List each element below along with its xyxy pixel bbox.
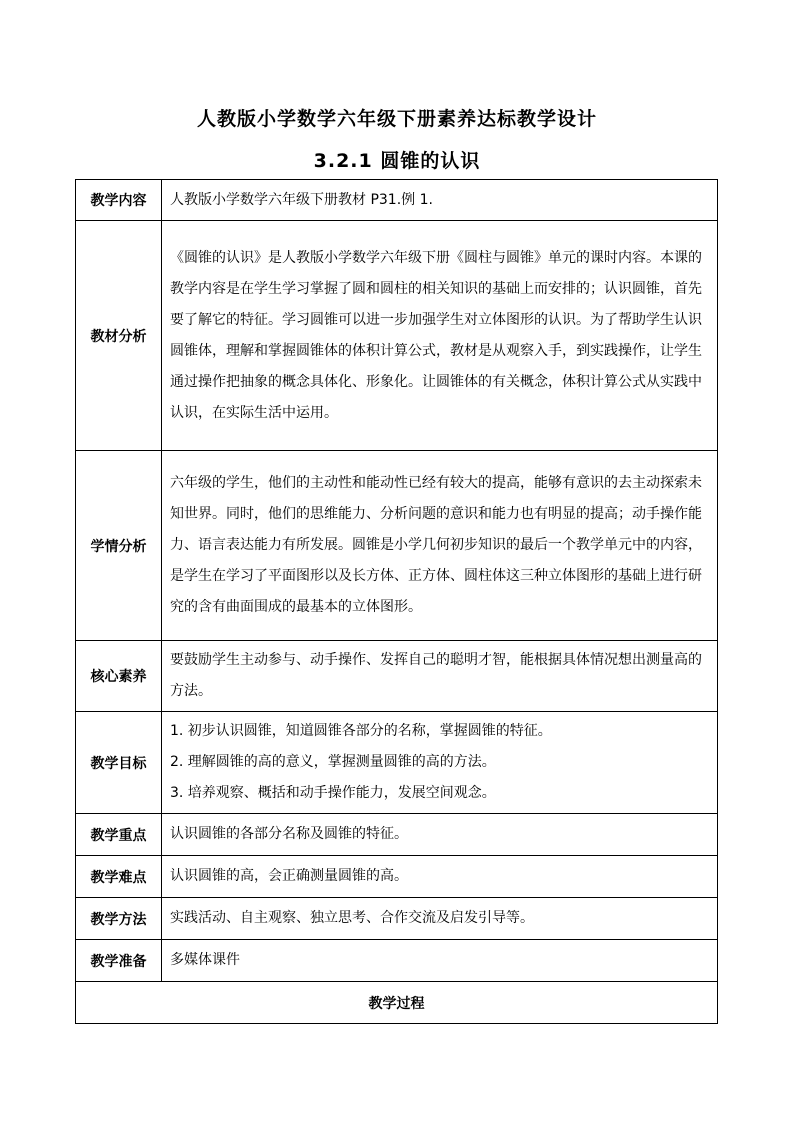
row-student-analysis — [76, 451, 718, 641]
value-key-points: 认识圆锥的各部分名称及圆锥的特征。 — [162, 814, 718, 856]
row-key-points — [76, 814, 718, 856]
label-student-analysis: 学情分析 — [76, 451, 162, 641]
goal-item: 2. 理解圆锥的高的意义，掌握测量圆锥的高的方法。 — [170, 754, 496, 770]
row-teaching-goals — [76, 712, 718, 814]
label-material-analysis: 教材分析 — [76, 221, 162, 451]
row-core-literacy — [76, 641, 718, 712]
value-methods: 实践活动、自主观察、独立思考、合作交流及启发引导等。 — [162, 898, 718, 940]
lesson-plan-table — [75, 179, 718, 1024]
label-preparation: 教学准备 — [76, 940, 162, 982]
value-core-literacy: 要鼓励学生主动参与、动手操作、发挥自己的聪明才智，能根据具体情况想出测量高的方法。 — [162, 641, 718, 712]
row-teaching-process — [76, 982, 718, 1024]
goal-item: 1. 初步认识圆锥，知道圆锥各部分的名称，掌握圆锥的特征。 — [170, 723, 552, 739]
goal-item: 3. 培养观察、概括和动手操作能力，发展空间观念。 — [170, 785, 496, 801]
label-methods: 教学方法 — [76, 898, 162, 940]
label-difficulties: 教学难点 — [76, 856, 162, 898]
value-preparation: 多媒体课件 — [162, 940, 718, 982]
value-student-analysis: 六年级的学生，他们的主动性和能动性已经有较大的提高，能够有意识的去主动探索未知世界。同时，他们的思维能力、分析问题的意识和能力也有明显的提高；动手操作能力、语言表达能力有所发展。圆锥是小学几何初步知识的最后一个教学单元中的内容，是学生在学习了平面图形以及长方体、正方体、圆柱体这三种立体图形的基础上进行研究的含有曲面围成的最基本的立体图形。 — [162, 451, 718, 641]
label-teaching-process: 教学过程 — [76, 982, 718, 1024]
document-title: 人教版小学数学六年级下册素养达标教学设计 — [196, 108, 597, 130]
lesson-subtitle: 3.2.1 圆锥的认识 — [313, 150, 481, 172]
label-teaching-content: 教学内容 — [76, 180, 162, 221]
label-core-literacy: 核心素养 — [76, 641, 162, 712]
row-teaching-content — [76, 180, 718, 221]
row-difficulties — [76, 856, 718, 898]
label-teaching-goals: 教学目标 — [76, 712, 162, 814]
label-key-points: 教学重点 — [76, 814, 162, 856]
row-material-analysis — [76, 221, 718, 451]
row-preparation — [76, 940, 718, 982]
value-difficulties: 认识圆锥的高，会正确测量圆锥的高。 — [162, 856, 718, 898]
row-methods — [76, 898, 718, 940]
value-material-analysis: 《圆锥的认识》是人教版小学数学六年级下册《圆柱与圆锥》单元的课时内容。本课的教学内容是在学生学习掌握了圆和圆柱的相关知识的基础上而安排的；认识圆锥，首先要了解它的特征。学习圆锥可以进一步加强学生对立体图形的认识。为了帮助学生认识圆锥体，理解和掌握圆锥体的体积计算公式，教材是从观察入手，到实践操作，让学生通过操作把抽象的概念具体化、形象化。让圆锥体的有关概念，体积计算公式从实践中认识，在实际生活中运用。 — [162, 221, 718, 451]
value-teaching-goals — [162, 712, 718, 814]
value-teaching-content: 人教版小学数学六年级下册教材 P31.例 1. — [162, 180, 718, 221]
